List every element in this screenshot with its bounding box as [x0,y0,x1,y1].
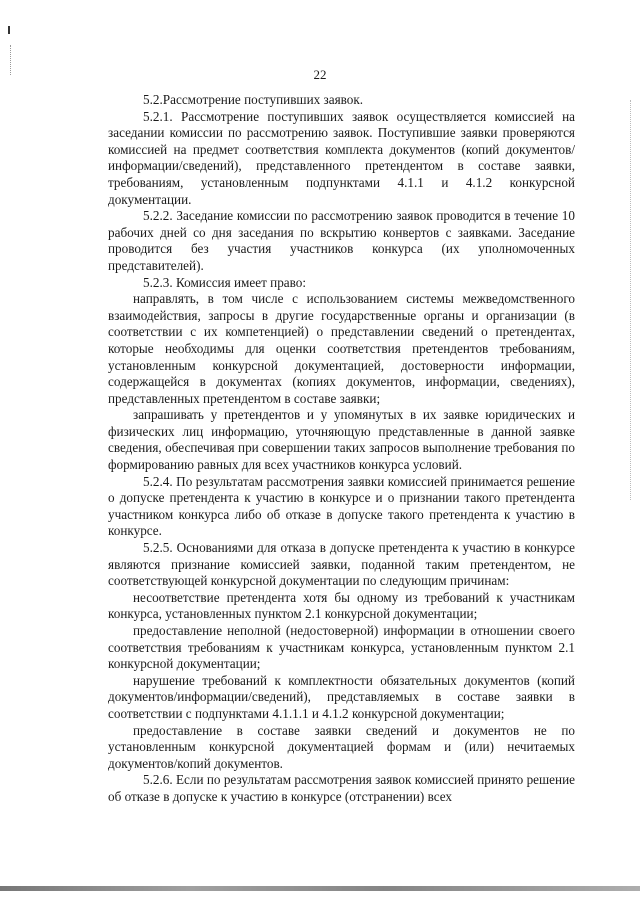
reason-item-completeness-violation: нарушение требований к комплектности обязательных документов (копий документов/информации/сведений), представляемых в составе заявки в соответствии с подпунктами 4.1.1.1 и 4.1.2 конкурсной документации; [108,672,575,721]
reason-item-wrong-forms: предоставление в составе заявки сведений и документов не по установленным конкурсной документацией формам и (или) нечитаемых документов/копий документов. [108,722,575,771]
page-number: 22 [313,67,327,82]
paragraph-5-2-2: 5.2.2. Заседание комиссии по рассмотрению заявок проводится в течение 10 рабочих дней со дня заседания по вскрытию конвертов с заявками. Заседание проводится без участия участников конкурса (их уполномоченных представителей). [108,208,575,273]
section-heading: 5.2.Рассмотрение поступивших заявок. [143,92,364,107]
reason-item-incomplete-info: предоставление неполной (недостоверной) информации в отношении своего соответствия требованиям к участникам конкурса, установленным пунктом 2.1 конкурсной документации; [108,623,575,672]
scan-right-edge-marks [630,100,632,500]
right-item-query: запрашивать у претендентов и у упомянутых в их заявке юридических и физических лиц информацию, уточняющую представленные в данной заявке сведения, обеспечивая при совершении таких запросов выполнение требования по формированию равных для всех участников конкурса условий. [108,407,575,473]
paragraph-5-2-3: 5.2.3. Комиссия имеет право: [143,274,307,290]
paragraph-5-2-1: 5.2.1. Рассмотрение поступивших заявок осуществляется комиссией на заседании комиссии по рассмотрению заявок. Поступившие заявки проверяются комиссией на предмет соответствия комплекта документов (копий документов/информации/сведений), представленного претендентом в составе заявки, требованиям, установленным подпунктами 4.1.1 и 4.1.2 конкурсной документации. [108,108,575,207]
paragraph-5-2-5: 5.2.5. Основаниями для отказа в допуске претендента к участию в конкурсе являются признание комиссией заявки, поданной таким претендентом, не соответствующей конкурсной документации по следующим причинам: [108,540,575,589]
scan-bottom-bar [0,886,640,891]
document-body [108,92,575,806]
right-item-request: направлять, в том числе с использованием системы межведомственного взаимодействия, запросы в другие государственные органы и организации (в соответствии с их компетенцией) о представлении сведений о претендентах, которые необходимы для оценки соответствия претендентов требованиям, установленным конкурсной документацией, достоверности информации, содержащейся в документах (копиях документов, информации, сведениях), представленных претендентом в составе заявки; [108,291,575,406]
paragraph-5-2-6: 5.2.6. Если по результатам рассмотрения заявок комиссией принято решение об отказе в допуске к участию в конкурсе (отстранении) всех [108,772,575,804]
scan-edge-top-mark [8,26,10,34]
paragraph-5-2-4: 5.2.4. По результатам рассмотрения заявки комиссией принимается решение о допуске претендента к участию в конкурсе и о признании такого претендента участником конкурса либо об отказе в допуске такого претендента к участию в конкурсе. [108,473,575,539]
reason-item-nonconformity: несоответствие претендента хотя бы одному из требований к участникам конкурса, установленных пунктом 2.1 конкурсной документации; [108,589,575,622]
